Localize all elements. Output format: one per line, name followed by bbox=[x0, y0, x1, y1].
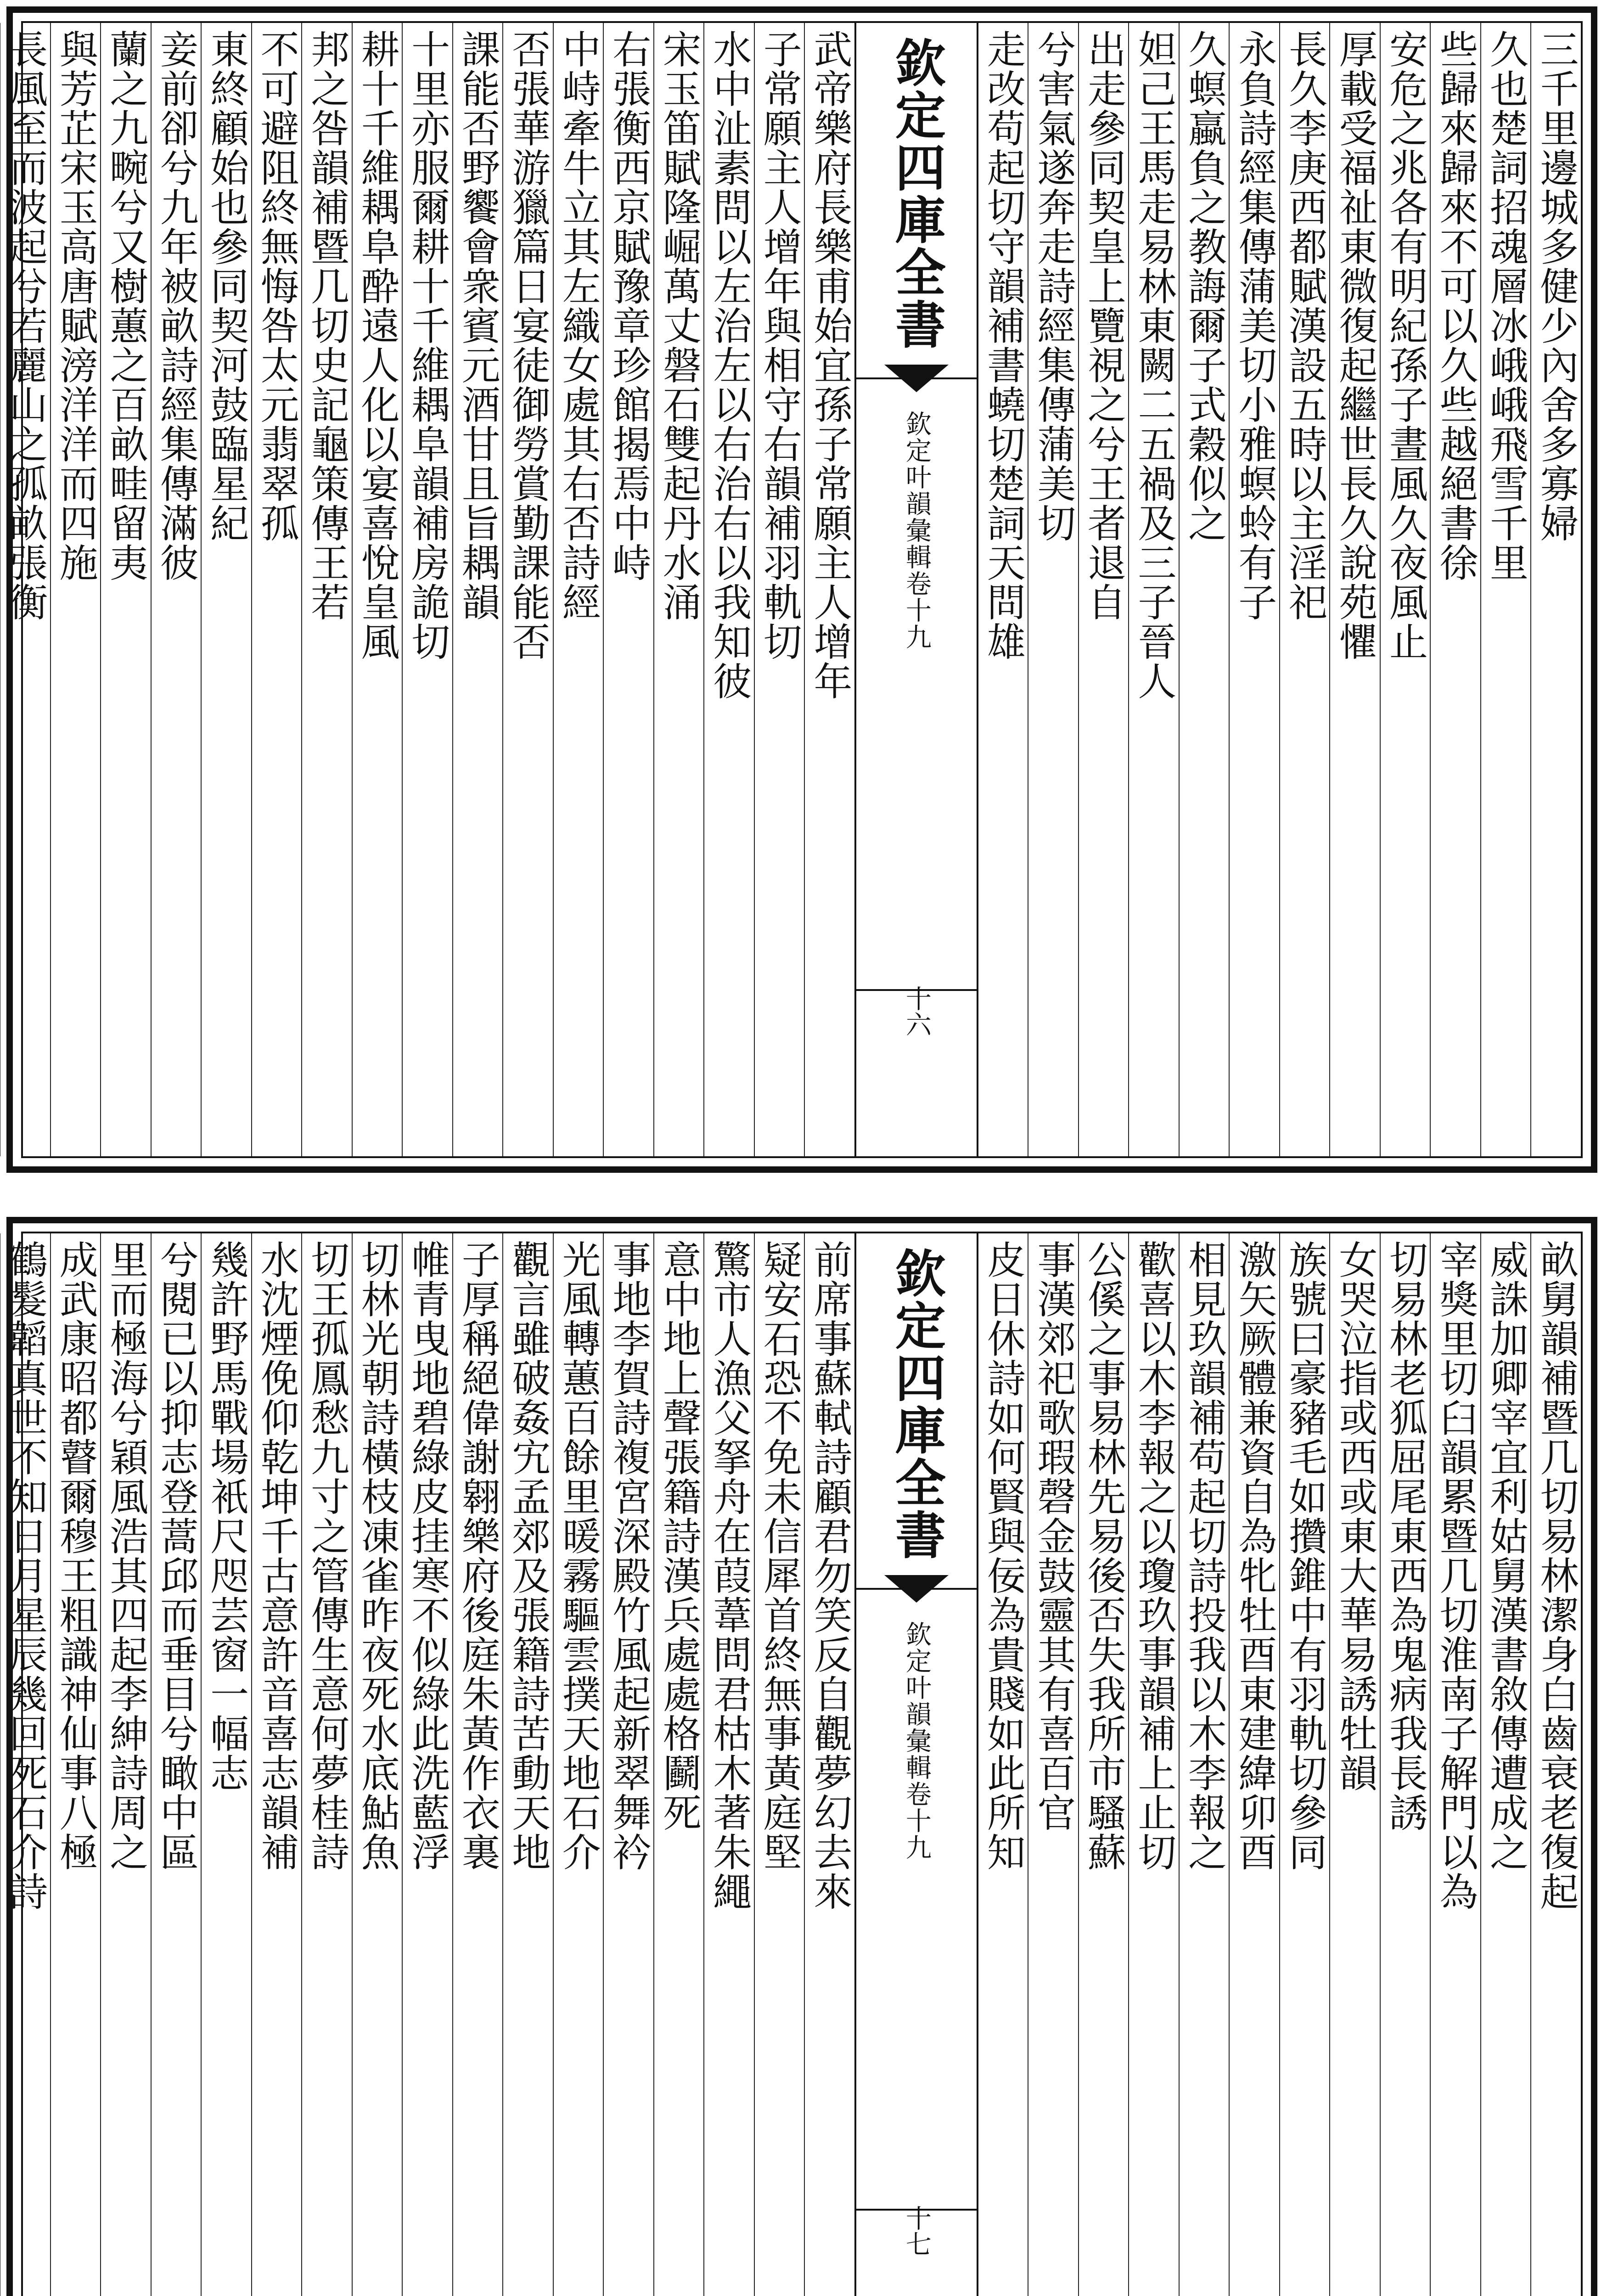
text-column: 宰獎里切臼韻累暨几切淮南子解門以為 bbox=[1430, 1233, 1480, 2296]
text-column: 水沈煙俛仰乾坤千古意許音喜志韻補 bbox=[251, 1233, 302, 2296]
text-column: 妲己王馬走易林東闕二五禍及三子晉人 bbox=[1128, 23, 1179, 1156]
text-column: 武帝樂府長樂甫始宜孫子常願主人增年 bbox=[804, 23, 854, 1156]
text-column: 里而極海兮穎風浩其四起李紳詩周之 bbox=[100, 1233, 151, 2296]
text-column: 光風轉蕙百餘里暖霧驅雲撲天地石介 bbox=[553, 1233, 603, 2296]
text-column: 相見玖韻補苟起切詩投我以木李報之 bbox=[1179, 1233, 1229, 2296]
text-column: 與芳芷宋玉高唐賦滂洋洋而四施 bbox=[50, 23, 101, 1156]
text-column: 切王孤鳳愁九寸之管傳生意何夢桂詩 bbox=[301, 1233, 352, 2296]
text-column: 邦之咎韻補暨几切史記龜策傳王若 bbox=[301, 23, 352, 1156]
text-column: 子常願主人增年與相守右韻補羽軌切 bbox=[754, 23, 804, 1156]
text-column: 妾前卻兮九年被畝詩經集傳滿彼 bbox=[151, 23, 201, 1156]
lower-right-half bbox=[978, 1233, 1581, 2296]
fishtail-ornament bbox=[856, 1570, 977, 1607]
text-column: 切易林老狐屈尾東西為鬼病我長誘 bbox=[1380, 1233, 1430, 2296]
text-column: 驚市人漁父拏舟在葭葦問君枯木著朱繩 bbox=[703, 1233, 754, 2296]
volume-subtitle: 欽定叶韻彙輯卷十九 bbox=[901, 411, 932, 650]
text-column: 疑安石恐不免未信犀首終無事黃庭堅 bbox=[754, 1233, 804, 2296]
text-column: 切林光朝詩橫枝凍雀昨夜死水底鮎魚 bbox=[352, 1233, 402, 2296]
text-column: 不可避阻終無悔咎太元翡翠孤 bbox=[251, 23, 302, 1156]
text-column: 鶴髮韜真世不知日月星辰幾回死石介詩 bbox=[0, 1233, 50, 2296]
text-column: 女哭泣指或西或東大華易誘牡韻 bbox=[1329, 1233, 1380, 2296]
page-lower-frame bbox=[3, 1232, 1583, 2296]
text-column: 前席事蘇軾詩顧君勿笑反自觀夢幻去來 bbox=[804, 1233, 854, 2296]
page-upper bbox=[3, 6, 1597, 1173]
text-column: 兮害氣遂奔走詩經集傳蒲美切 bbox=[1028, 23, 1078, 1156]
text-column: 三千里邊城多健少內舍多寡婦 bbox=[1530, 23, 1581, 1156]
text-column: 些歸來歸來不可以久些越絕書徐 bbox=[1430, 23, 1480, 1156]
text-column: 意中地上聲張籍詩漢兵處處格鬬死 bbox=[653, 1233, 704, 2296]
text-column: 十里亦服爾耕十千維耦阜韻補房詭切 bbox=[402, 23, 452, 1156]
text-column: 公傒之事易林先易後否失我所市騷蘇 bbox=[1078, 1233, 1129, 2296]
fishtail-ornament bbox=[856, 360, 977, 397]
text-column: 厚載受福祉東微復起繼世長久說苑懼 bbox=[1329, 23, 1380, 1156]
upper-left-half bbox=[0, 23, 854, 1156]
page-lower bbox=[3, 1217, 1597, 2296]
text-column: 事漢郊祀歌瑕磬金鼓靈其有喜百官 bbox=[1028, 1233, 1078, 2296]
text-column: 蘭之九畹兮又樹蕙之百畝畦留夷 bbox=[100, 23, 151, 1156]
book-title: 欽定四庫全書 bbox=[887, 1247, 946, 1561]
text-column: 水中沚素問以左治左以右治右以我知彼 bbox=[703, 23, 754, 1156]
text-column: 課能否野饗會衆賓元酒甘且旨耦韻 bbox=[452, 23, 503, 1156]
text-column: 右張衡西京賦豫章珍館揭焉中峙 bbox=[603, 23, 653, 1156]
volume-subtitle: 欽定叶韻彙輯卷十九 bbox=[901, 1621, 932, 1861]
text-column: 事地李賀詩複宮深殿竹風起新翠舞衿 bbox=[603, 1233, 653, 2296]
text-column: 耕十千維耦阜酔遠人化以宴喜悅皇風 bbox=[352, 23, 402, 1156]
center-fold bbox=[854, 1233, 978, 2296]
folio-number: 十七 bbox=[901, 2205, 932, 2257]
text-column: 子厚稱絕偉謝翱樂府後庭朱黃作衣裏 bbox=[452, 1233, 503, 2296]
lower-left-half bbox=[0, 1233, 854, 2296]
text-column: 中峙牽牛立其左織女處其右否詩經 bbox=[553, 23, 603, 1156]
text-column: 兮閱已以抑志登蒿邱而垂目兮瞰中區 bbox=[151, 1233, 201, 2296]
text-column: 永負詩經集傳蒲美切小雅螟蛉有子 bbox=[1229, 23, 1279, 1156]
text-column: 激矢厥體兼資自為牝牡酉東建緯卯酉 bbox=[1229, 1233, 1279, 2296]
text-column: 宋玉笛賦隆崛萬丈磐石雙起丹水涌 bbox=[653, 23, 704, 1156]
text-column: 皮日休詩如何賢與佞為貴賤如此所知 bbox=[981, 1240, 1026, 1872]
text-column: 帷青曳地碧綠皮挂寒不似綠此洗藍浮 bbox=[402, 1233, 452, 2296]
text-column: 久也楚詞招魂層冰峨峨飛雪千里 bbox=[1480, 23, 1531, 1156]
text-column: 族號曰豪豬毛如攢錐中有羽軌切參同 bbox=[1279, 1233, 1330, 2296]
text-column: 成武康昭都瞽爾穆王粗識神仙事八極 bbox=[50, 1233, 101, 2296]
center-fold bbox=[854, 23, 978, 1156]
text-column: 走改苟起切守韻補書蟯切楚詞天問雄 bbox=[981, 29, 1026, 661]
upper-right-half bbox=[978, 23, 1581, 1156]
book-title: 欽定四庫全書 bbox=[887, 37, 946, 351]
text-column: 否張華游獵篇日宴徒御勞賞勤課能否 bbox=[502, 23, 553, 1156]
text-column: 歡喜以木李報之以瓊玖事韻補上止切 bbox=[1128, 1233, 1179, 2296]
text-column: 威誅加卿宰宜利姑舅漢書敘傳遭成之 bbox=[1480, 1233, 1531, 2296]
page-upper-frame bbox=[3, 21, 1583, 1158]
text-column: 安危之兆各有明紀孫子晝風久夜風止 bbox=[1380, 23, 1430, 1156]
text-column: 東終顧始也參同契河鼓臨星紀 bbox=[201, 23, 251, 1156]
text-column: 畝舅韻補暨几切易林潔身白齒衰老復起 bbox=[1530, 1233, 1581, 2296]
text-column: 長風至而波起兮若麗山之孤畝張衡 bbox=[0, 23, 50, 1156]
text-column: 長久李庚西都賦漢設五時以主淫祀 bbox=[1279, 23, 1330, 1156]
folio-number: 十六 bbox=[901, 985, 932, 1037]
text-column: 久螟蠃負之教誨爾子式穀似之 bbox=[1179, 23, 1229, 1156]
text-column: 幾許野馬戰場衹尺咫芸窗一幅志 bbox=[201, 1233, 251, 2296]
text-column: 觀言雖破姦宄孟郊及張籍詩苦動天地 bbox=[502, 1233, 553, 2296]
text-column: 出走參同契皇上覽視之兮王者退自 bbox=[1078, 23, 1129, 1156]
